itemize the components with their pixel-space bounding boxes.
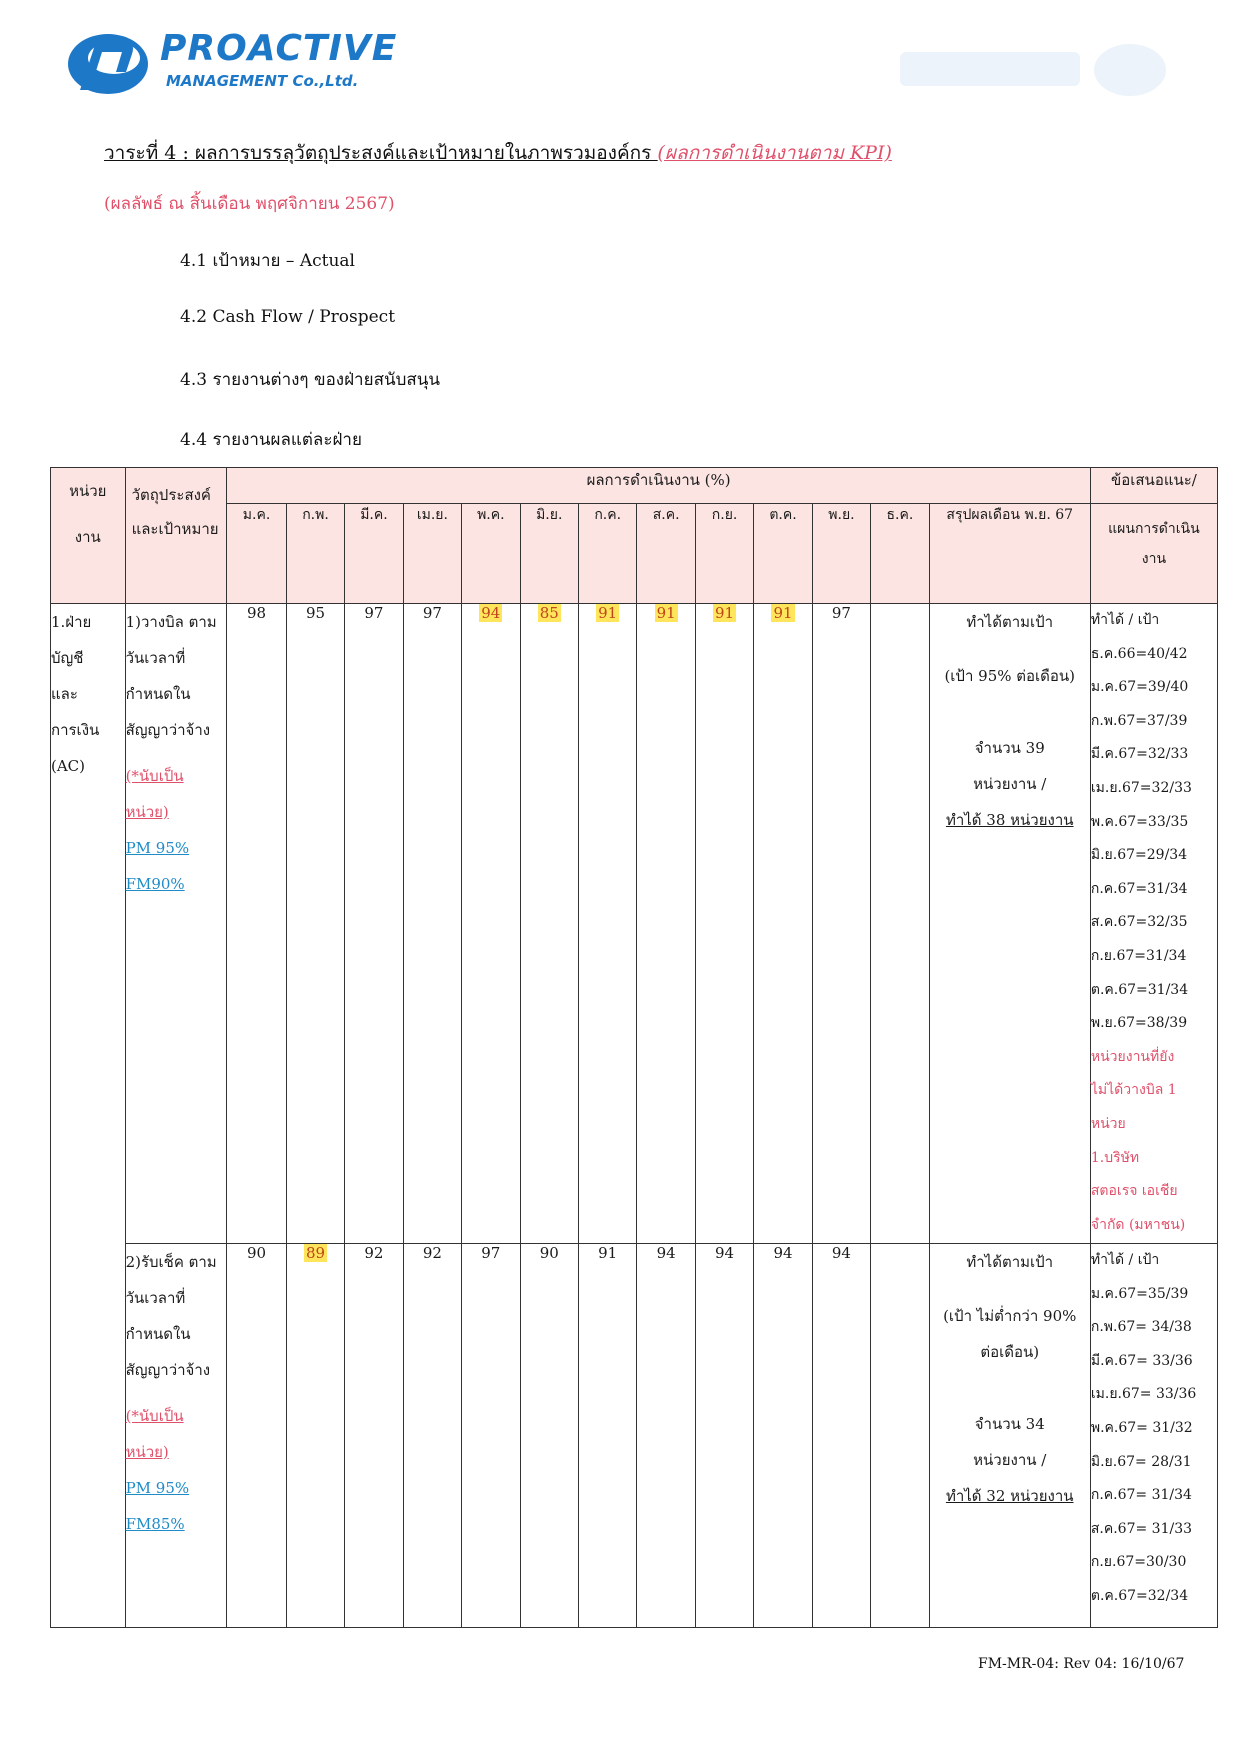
value: 97 xyxy=(481,1244,501,1262)
value: 90 xyxy=(247,1244,267,1262)
col-suggest-label: งาน xyxy=(1141,551,1167,567)
suggest-text: ต.ค.67=32/34 xyxy=(1090,1587,1189,1604)
month-header: มิ.ย. xyxy=(520,504,578,604)
suggest-text: ต.ค.67=31/34 xyxy=(1090,981,1189,998)
value-cell xyxy=(637,604,695,1244)
unit-name: และ xyxy=(51,685,78,703)
value-cell xyxy=(578,604,636,1244)
suggest-text: เม.ย.67=32/33 xyxy=(1090,779,1192,796)
month-header: ต.ค. xyxy=(754,504,812,604)
value: 91 xyxy=(773,604,793,622)
month-header: ก.ย. xyxy=(695,504,753,604)
suggest-text: ทำได้ / เป้า xyxy=(1090,612,1160,628)
value-cell xyxy=(520,604,578,1244)
unit-note: หน่วย) xyxy=(125,1443,169,1461)
suggest-text: มิ.ย.67= 28/31 xyxy=(1090,1453,1192,1470)
pending-text: หน่วย xyxy=(1090,1115,1126,1132)
objective-text: 1)วางบิล ตาม xyxy=(125,613,217,631)
value: 85 xyxy=(539,604,559,622)
value: 97 xyxy=(364,604,384,622)
value-cell xyxy=(812,604,870,1244)
month-header: ก.พ. xyxy=(286,504,344,604)
table-row xyxy=(51,1244,1218,1628)
value-cell xyxy=(812,1244,870,1628)
summary-text: ทำได้ตามเป้า xyxy=(966,613,1054,631)
col-objective-header xyxy=(125,468,227,604)
pending-text: 1.บริษัท xyxy=(1090,1149,1140,1166)
suggest-text: ก.ย.67=30/30 xyxy=(1090,1554,1187,1571)
suggest-text: ม.ค.67=35/39 xyxy=(1090,1285,1189,1302)
suggest-text: พ.ค.67= 31/32 xyxy=(1090,1419,1193,1436)
suggest-text: ทำได้ / เป้า xyxy=(1090,1252,1160,1268)
objective-text: สัญญาว่าจ้าง xyxy=(125,721,211,739)
value-cell xyxy=(227,1244,286,1628)
value: 92 xyxy=(364,1244,384,1262)
unit-name: 1.ฝ่าย xyxy=(51,613,92,631)
pending-text: หน่วยงานที่ยัง xyxy=(1090,1048,1175,1065)
summary-achieved: ทำได้ 32 หน่วยงาน xyxy=(945,1487,1074,1505)
value-cell xyxy=(520,1244,578,1628)
agenda-item: 4.4 รายงานผลแต่ละฝ่าย xyxy=(180,430,362,450)
value: 97 xyxy=(831,604,851,622)
value: 98 xyxy=(247,604,267,622)
value-cell xyxy=(871,604,929,1244)
value: 95 xyxy=(305,604,326,622)
summary-text: ทำได้ตามเป้า xyxy=(966,1253,1054,1271)
target-link[interactable]: FM85% xyxy=(125,1515,185,1533)
value-cell xyxy=(403,1244,461,1628)
agenda-title xyxy=(104,138,892,168)
value: 92 xyxy=(422,1244,442,1262)
suggest-text: ก.พ.67=37/39 xyxy=(1090,712,1188,729)
value-cell xyxy=(462,604,520,1244)
summary-text: หน่วยงาน / xyxy=(973,1451,1047,1469)
month-header: ส.ค. xyxy=(637,504,695,604)
col-result-header: ผลการดำเนินงาน (%) xyxy=(227,468,1091,504)
logo-mark-icon xyxy=(66,28,158,100)
unit-name: (AC) xyxy=(51,757,86,775)
col-objective-label: วัตถุประสงค์ xyxy=(131,486,211,504)
value-cell xyxy=(286,1244,344,1628)
unit-name: การเงิน xyxy=(51,721,100,739)
value-cell xyxy=(754,604,812,1244)
suggest-text: พ.ย.67=38/39 xyxy=(1090,1015,1188,1032)
value: 97 xyxy=(422,604,442,622)
company-logo xyxy=(66,28,398,108)
suggest-text: ธ.ค.66=40/42 xyxy=(1090,645,1188,662)
summary-cell xyxy=(929,1244,1090,1628)
value: 94 xyxy=(831,1244,851,1262)
col-objective-label: และเป้าหมาย xyxy=(131,520,219,538)
month-header: พ.ค. xyxy=(462,504,520,604)
summary-header: สรุปผลเดือน พ.ย. 67 xyxy=(929,504,1090,604)
objective-text: วันเวลาที่ xyxy=(125,1289,186,1307)
value: 94 xyxy=(773,1244,793,1262)
suggest-text: ก.ย.67=31/34 xyxy=(1090,947,1187,964)
col-unit-label: หน่วย xyxy=(69,482,107,500)
result-date: (ผลลัพธ์ ณ สิ้นเดือน พฤศจิกายน 2567) xyxy=(104,194,395,214)
agenda-title-main: วาระที่ 4 : ผลการบรรลุวัตถุประสงค์และเป้าหมายในภาพรวมองค์กร xyxy=(104,142,658,164)
suggest-text: เม.ย.67= 33/36 xyxy=(1090,1386,1197,1403)
value-cell xyxy=(695,604,753,1244)
suggest-text: ก.ค.67=31/34 xyxy=(1090,880,1188,897)
unit-note: (*นับเป็น xyxy=(125,767,184,785)
objective-text: กำหนดใน xyxy=(125,1325,191,1343)
suggest-text: ม.ค.67=39/40 xyxy=(1090,679,1189,696)
agenda-title-sub: (ผลการดำเนินงานตาม KPI) xyxy=(657,142,892,164)
objective-text: กำหนดใน xyxy=(125,685,191,703)
summary-text: จำนวน 34 xyxy=(974,1415,1045,1433)
logo-subtitle: MANAGEMENT Co.,Ltd. xyxy=(166,72,359,90)
target-link[interactable]: PM 95% xyxy=(125,839,190,857)
suggest-text: ก.ค.67= 31/34 xyxy=(1090,1487,1192,1504)
value-cell xyxy=(871,1244,929,1628)
value: 91 xyxy=(598,604,618,622)
summary-text: ต่อเดือน) xyxy=(980,1343,1040,1361)
suggest-text: มิ.ย.67=29/34 xyxy=(1090,847,1188,864)
value: 90 xyxy=(539,1244,559,1262)
month-header: ม.ค. xyxy=(227,504,286,604)
suggest-cell xyxy=(1090,604,1217,1244)
value: 94 xyxy=(481,604,501,622)
value-cell xyxy=(578,1244,636,1628)
month-header: เม.ย. xyxy=(403,504,461,604)
value-cell xyxy=(286,604,344,1244)
value-cell xyxy=(695,1244,753,1628)
value-cell xyxy=(637,1244,695,1628)
pending-text: สตอเรจ เอเชีย xyxy=(1090,1183,1178,1200)
month-header: มี.ค. xyxy=(345,504,403,604)
value-cell xyxy=(345,604,403,1244)
col-suggest-label: แผนการดำเนิน xyxy=(1108,521,1200,537)
suggest-text: มี.ค.67=32/33 xyxy=(1090,746,1189,763)
value-cell xyxy=(754,1244,812,1628)
kpi-table xyxy=(50,467,1218,1628)
value-cell xyxy=(227,604,286,1244)
suggest-text: ก.พ.67= 34/38 xyxy=(1090,1319,1192,1336)
month-header: ธ.ค. xyxy=(871,504,929,604)
summary-text: (เป้า 95% ต่อเดือน) xyxy=(944,667,1075,685)
pending-text: จำกัด (มหาชน) xyxy=(1090,1216,1186,1233)
value-cell xyxy=(345,1244,403,1628)
objective-cell xyxy=(125,604,227,1244)
value: 94 xyxy=(715,1244,735,1262)
summary-text: จำนวน 39 xyxy=(974,739,1045,757)
month-header: พ.ย. xyxy=(812,504,870,604)
summary-cell xyxy=(929,604,1090,1244)
objective-text: สัญญาว่าจ้าง xyxy=(125,1361,211,1379)
table-row xyxy=(51,604,1218,1244)
value-cell xyxy=(403,604,461,1244)
objective-text: 2)รับเช็ค ตาม xyxy=(125,1253,217,1271)
value-cell xyxy=(462,1244,520,1628)
suggest-text: ส.ค.67= 31/33 xyxy=(1090,1520,1193,1537)
target-link[interactable]: PM 95% xyxy=(125,1479,190,1497)
objective-text: วันเวลาที่ xyxy=(125,649,186,667)
summary-text: หน่วยงาน / xyxy=(973,775,1047,793)
summary-text: (เป้า ไม่ต่ำกว่า 90% xyxy=(943,1307,1077,1325)
suggest-cell xyxy=(1090,1244,1217,1628)
objective-cell xyxy=(125,1244,227,1628)
unit-note: หน่วย) xyxy=(125,803,169,821)
suggest-header-cont xyxy=(1090,504,1217,604)
watermark-logo-icon xyxy=(890,40,1170,100)
summary-achieved: ทำได้ 38 หน่วยงาน xyxy=(945,811,1074,829)
col-unit-header xyxy=(51,468,126,604)
form-code: FM-MR-04: Rev 04: 16/10/67 xyxy=(978,1656,1185,1672)
unit-note: (*นับเป็น xyxy=(125,1407,184,1425)
value: 89 xyxy=(305,1244,326,1262)
unit-name: บัญชี xyxy=(51,649,84,667)
value: 91 xyxy=(656,604,676,622)
agenda-item: 4.1 เป้าหมาย – Actual xyxy=(180,251,355,271)
suggest-text: มี.ค.67= 33/36 xyxy=(1090,1352,1193,1369)
value: 91 xyxy=(598,1244,618,1262)
suggest-text: พ.ค.67=33/35 xyxy=(1090,813,1189,830)
value: 94 xyxy=(656,1244,676,1262)
month-header: ก.ค. xyxy=(578,504,636,604)
agenda-item: 4.3 รายงานต่างๆ ของฝ่ายสนับสนุน xyxy=(180,370,440,390)
agenda-item: 4.2 Cash Flow / Prospect xyxy=(180,307,396,327)
target-link[interactable]: FM90% xyxy=(125,875,185,893)
unit-cell xyxy=(51,604,126,1628)
suggest-text: ส.ค.67=32/35 xyxy=(1090,914,1188,931)
pending-text: ไม่ได้วางบิล 1 xyxy=(1090,1082,1177,1099)
value: 91 xyxy=(715,604,735,622)
col-unit-label: งาน xyxy=(74,528,101,546)
col-suggest-header: ข้อเสนอแนะ/ xyxy=(1090,468,1217,504)
logo-name: PROACTIVE xyxy=(160,28,398,69)
